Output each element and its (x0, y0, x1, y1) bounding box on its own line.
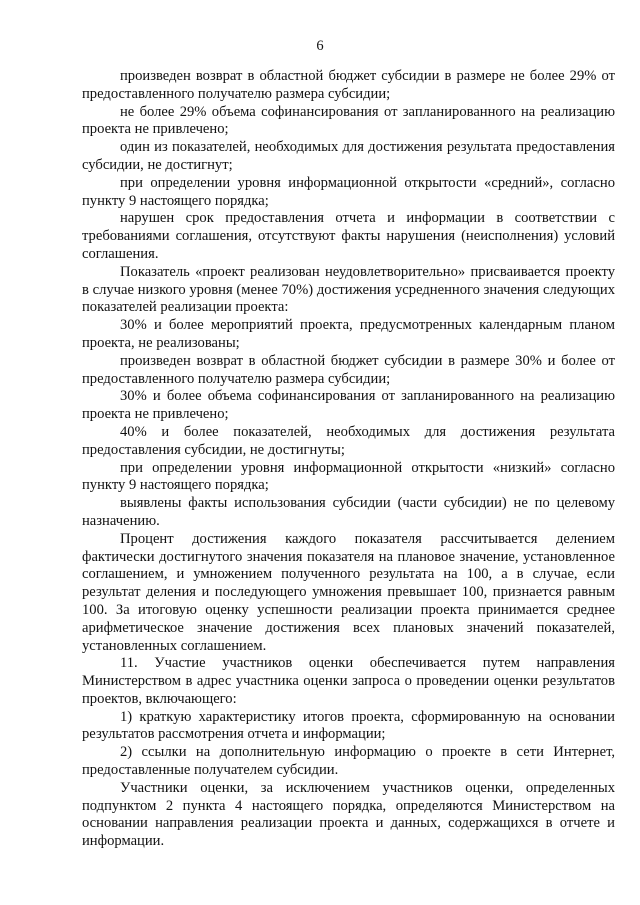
paragraph-openness-low: при определении уровня информационной открытости «низкий» согласно пункту 9 настоящего порядка; (82, 459, 615, 494)
paragraph-cofinancing-30: 30% и более объема софинансирования от запланированного на реализацию проекта не привлечено; (82, 388, 615, 423)
paragraph-indicator-not-achieved: один из показателей, необходимых для достижения результата предоставления субсидии, не достигнут; (82, 139, 615, 173)
paragraph-item-1: 1) краткую характеристику итогов проекта, сформированную на основании результатов рассмотрения отчета и информации; (82, 708, 615, 743)
paragraph-activities-30: 30% и более мероприятий проекта, предусмотренных календарным планом проекта, не реализованы; (82, 317, 615, 351)
page-number: 6 (316, 38, 324, 54)
document-body (82, 68, 615, 851)
paragraph-percent-calculation: Процент достижения каждого показателя рассчитывается делением фактически достигнутого значения показателя на плановое значение, установленное соглашением, и умножением полученного результата на 100, а в случае, если результат деления и последующего умножения превышает 100, признается равным 100. За итоговую оценку успешности реализации проекта принимается среднее арифметическое значение достижения всех плановых значений показателей, установленных соглашением. (82, 530, 615, 654)
paragraph-item-2: 2) ссылки на дополнительную информацию о проекте в сети Интернет, предоставленные получателем субсидии. (82, 744, 615, 779)
paragraph-openness-medium: при определении уровня информационной открытости «средний», согласно пункту 9 настоящего порядка; (82, 174, 615, 209)
paragraph-unsatisfactory-definition: Показатель «проект реализован неудовлетворительно» присваивается проекту в случае низкого уровня (менее 70%) достижения усредненного значения следующих показателей реализации проекта: (82, 263, 615, 316)
paragraph-return-29: произведен возврат в областной бюджет субсидии в размере не более 29% от предоставленного получателю размера субсидии; (82, 68, 615, 102)
paragraph-indicators-40: 40% и более показателей, необходимых для достижения результата предоставления субсидии, не достигнуты; (82, 423, 615, 458)
paragraph-cofinancing-29: не более 29% объема софинансирования от запланированного на реализацию проекта не привлечено; (82, 103, 615, 138)
paragraph-participants: Участники оценки, за исключением участников оценки, определенных подпунктом 2 пункта 4 настоящего порядка, определяются Министерством на основании направления реализации проекта и данных, содержащихся в отчете и информации. (82, 779, 615, 850)
paragraph-report-deadline: нарушен срок предоставления отчета и информации в соответствии с требованиями соглашения, отсутствуют факты нарушения (неисполнения) условий соглашения. (82, 210, 615, 262)
paragraph-misuse: выявлены факты использования субсидии (части субсидии) не по целевому назначению. (82, 495, 615, 529)
paragraph-section-11: 11. Участие участников оценки обеспечивается путем направления Министерством в адрес участника оценки запроса о проведении оценки результатов проектов, включающего: (82, 655, 615, 707)
paragraph-return-30: произведен возврат в областной бюджет субсидии в размере 30% и более от предоставленного получателю размера субсидии; (82, 352, 615, 387)
